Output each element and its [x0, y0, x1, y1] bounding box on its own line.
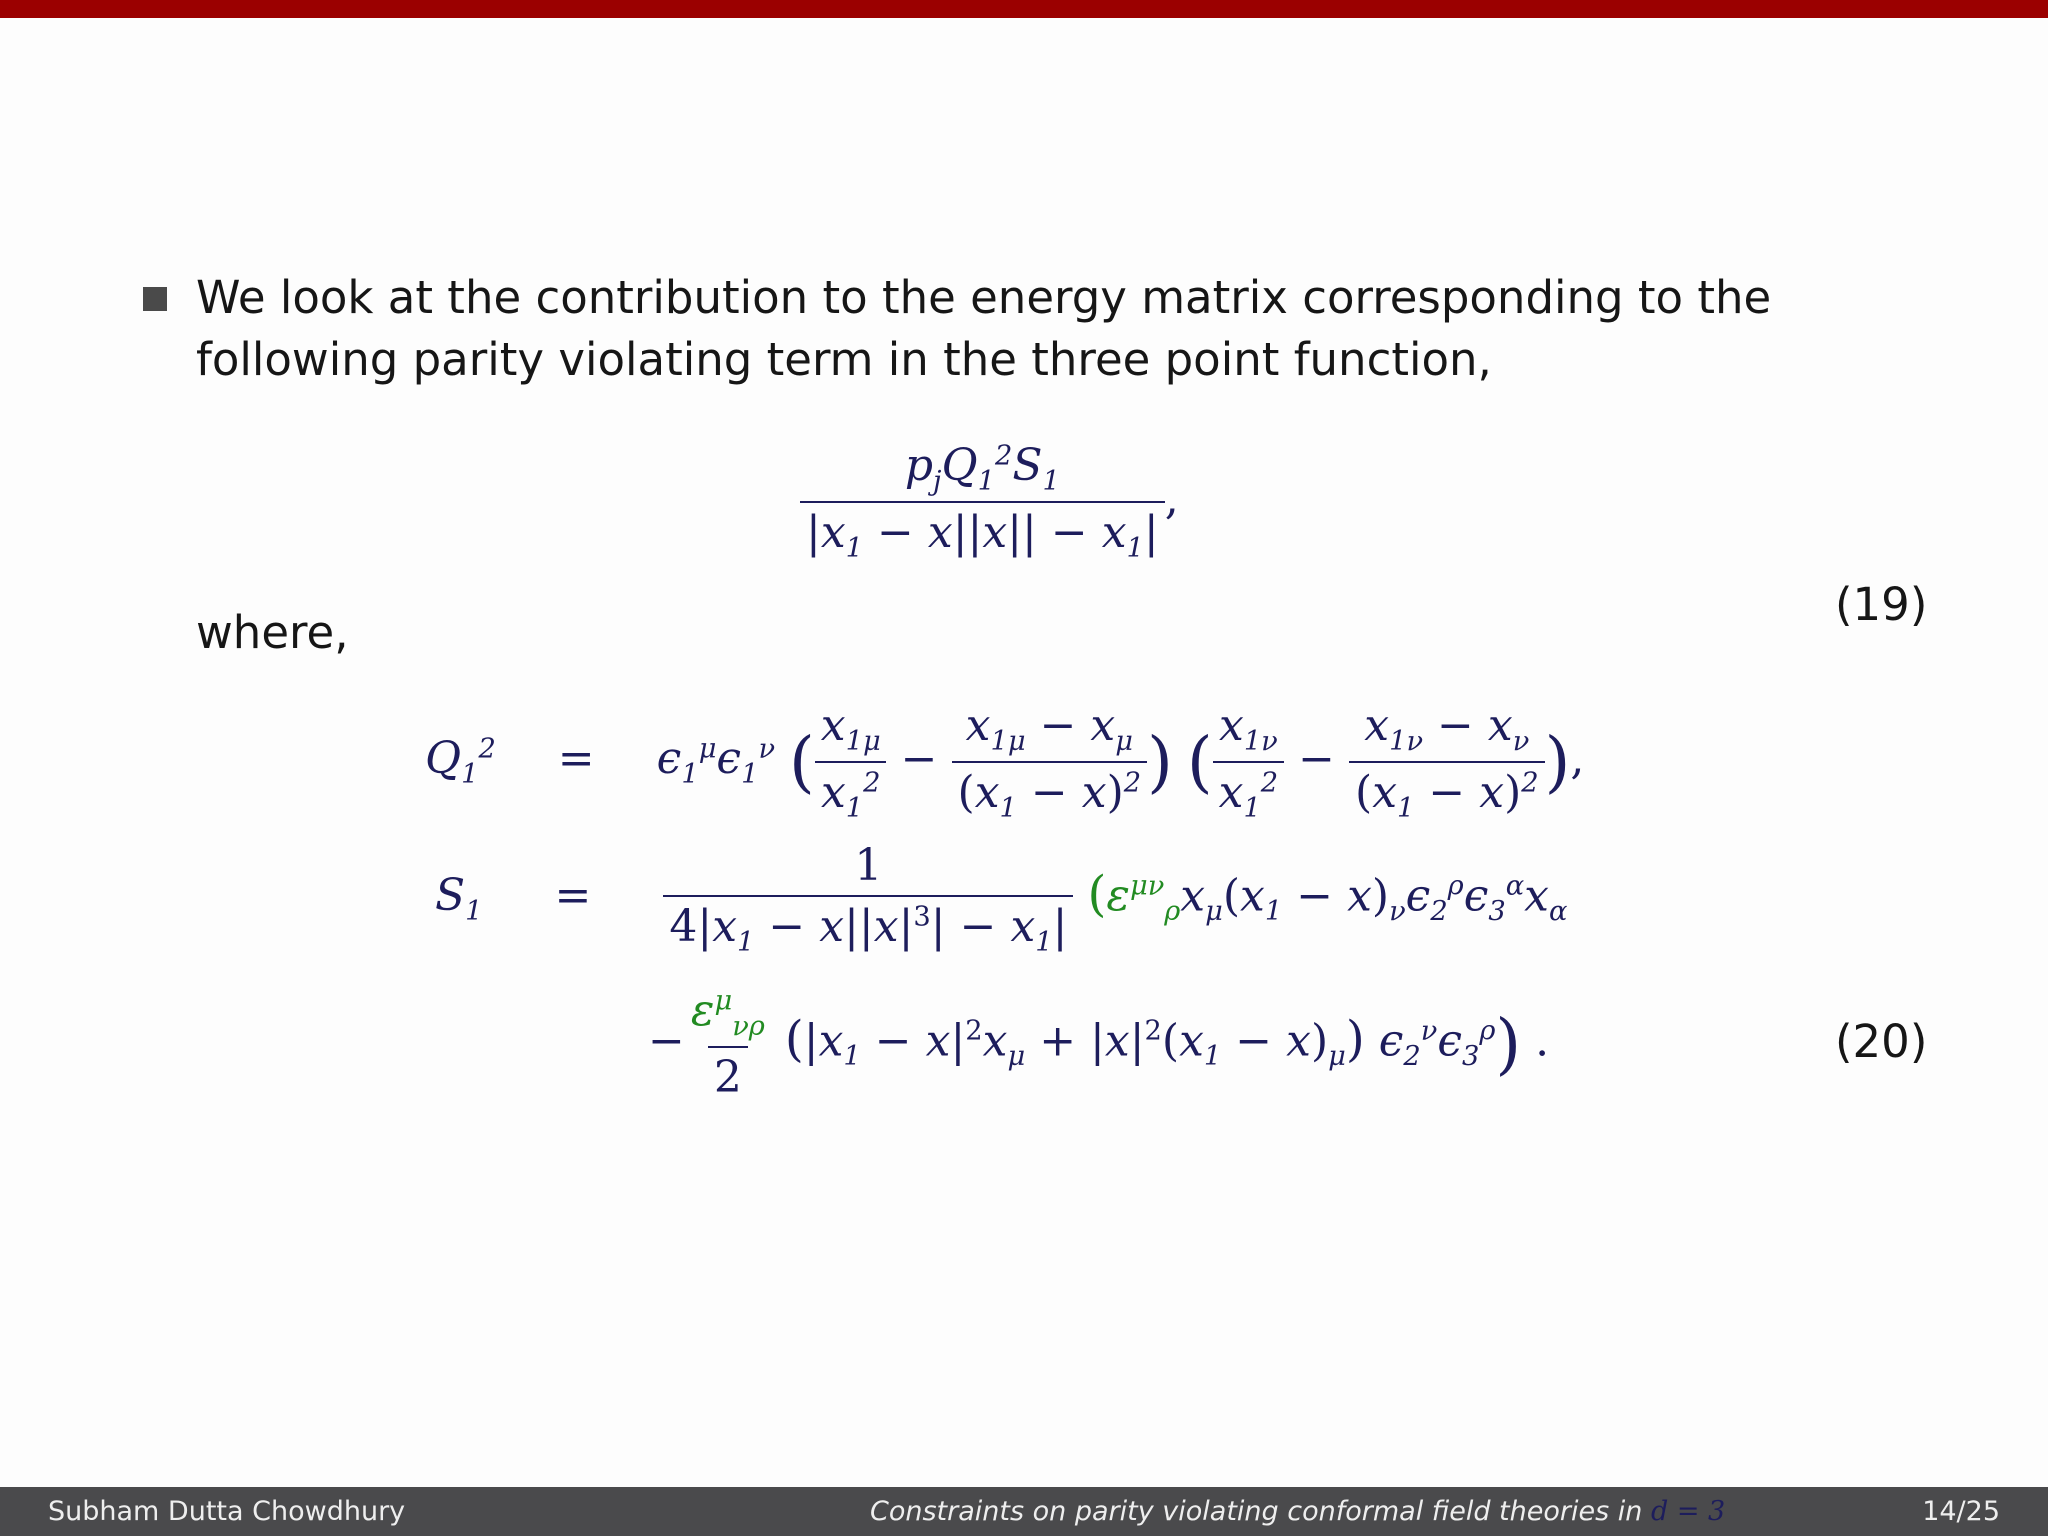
footer-title: [870, 1487, 1725, 1536]
bullet-text-line2: following parity violating term in the three point function,: [196, 333, 1492, 386]
bullet-text-line1: We look at the contribution to the energy matrix corresponding to the: [196, 271, 1772, 324]
footer-author: Subham Dutta Chowdhury: [48, 1496, 406, 1527]
where-label: where,: [196, 606, 349, 659]
equation-20-s1: $S_1$ = $\frac{1}{4|x_1 - x||x|^3| - x_1|}$ ($\varepsilon^{\mu\nu}_\rho x_\mu(x_1 - x)_\nu\epsilon_2^\rho\epsilon_3^\alpha x_\alpha$: [435, 840, 1568, 958]
footer-bar: [0, 1487, 2048, 1536]
footer-title-text: Constraints on parity violating conformal field theories in: [870, 1496, 1643, 1527]
equation-20-line3: − $\frac{\varepsilon^\mu_{\nu\rho}}{2}$ $(|x_1 - x|^2x_\mu + |x|^2(x_1 - x)_\mu)$ $\epsilon_2^\nu\epsilon_3^\rho$) .: [648, 985, 1550, 1103]
footer-title-math: d = 3: [1650, 1496, 1726, 1527]
equation-number-20: (20): [1835, 1015, 1928, 1068]
equation-number-19: (19): [1835, 578, 1928, 631]
bullet-square-icon: [143, 287, 167, 311]
footer-page-number: 14/25: [1922, 1496, 2000, 1527]
equation-20-q1: $Q_1^2 = \epsilon_1^\mu\epsilon_1^\nu$ ( $\frac{x_{1\mu}}{x_1^2}$ − $\frac{x_{1\mu} - x_\mu}{(x_1 - x)^2}$ ) ( $\frac{x_{1\nu}}{x_1^2}$ − $\frac{x_{1\nu} - x_\nu}{(x_1 - x)^2}$ ),: [425, 700, 1585, 824]
top-accent-bar: [0, 0, 2048, 18]
equation-19: $\frac{p_jQ_1^2S_1}{|x_1 - x||x|| - x_1|}$ ,: [800, 440, 1179, 564]
